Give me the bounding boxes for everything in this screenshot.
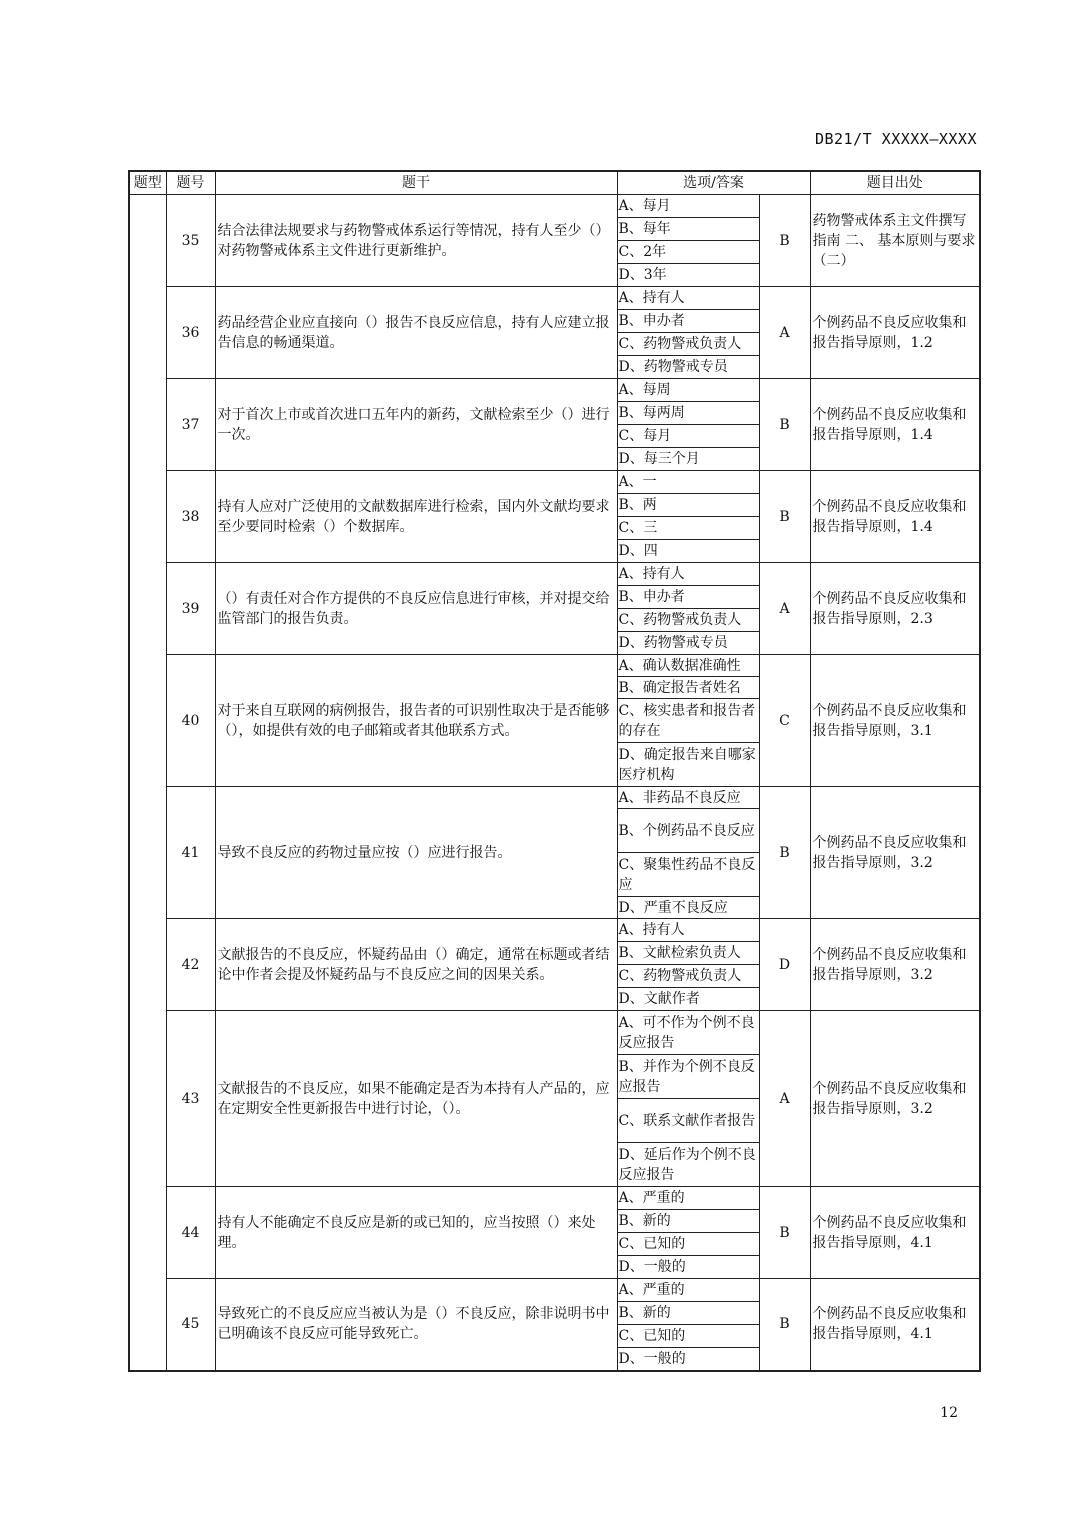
table-row [129,287,980,310]
correct-answer: D [759,919,810,1011]
question-source: 个例药品不良反应收集和报告指导原则，4.1 [810,1187,980,1279]
correct-answer: A [759,563,810,655]
answer-option: A、每周 [617,379,759,402]
table-row [129,1279,980,1302]
answer-option: C、三 [617,517,759,540]
answer-option: C、药物警戒负责人 [617,609,759,632]
question-number: 41 [166,787,215,919]
question-type-cell [129,195,166,1371]
question-number: 38 [166,471,215,563]
answer-option: A、一 [617,471,759,494]
correct-answer: C [759,655,810,787]
correct-answer: A [759,1011,810,1187]
answer-option: B、每年 [617,218,759,241]
question-stem: 对于首次上市或首次进口五年内的新药，文献检索至少（）进行一次。 [215,379,617,471]
answer-option: D、延后作为个例不良反应报告 [617,1143,759,1187]
question-number: 45 [166,1279,215,1371]
answer-option: D、一般的 [617,1256,759,1279]
answer-option: D、一般的 [617,1348,759,1371]
answer-option: B、两 [617,494,759,517]
table-row [129,471,980,494]
table-row [129,563,980,586]
question-stem: 持有人不能确定不良反应是新的或已知的，应当按照（）来处理。 [215,1187,617,1279]
answer-option: B、新的 [617,1210,759,1233]
question-number: 40 [166,655,215,787]
question-source: 个例药品不良反应收集和报告指导原则，1.2 [810,287,980,379]
question-stem: （）有责任对合作方提供的不良反应信息进行审核，并对提交给监管部门的报告负责。 [215,563,617,655]
question-number: 36 [166,287,215,379]
question-source: 个例药品不良反应收集和报告指导原则，2.3 [810,563,980,655]
question-source: 药物警戒体系主文件撰写指南 二、 基本原则与要求 （二） [810,195,980,287]
answer-option: D、严重不良反应 [617,897,759,919]
page-number: 12 [940,1405,958,1421]
correct-answer: A [759,287,810,379]
table-row [129,379,980,402]
table-row [129,655,980,677]
answer-option: B、并作为个例不良反应报告 [617,1055,759,1099]
question-number: 39 [166,563,215,655]
answer-option: A、持有人 [617,287,759,310]
question-stem: 文献报告的不良反应，如果不能确定是否为本持有人产品的，应在定期安全性更新报告中进行讨论，（）。 [215,1011,617,1187]
answer-option: C、每月 [617,425,759,448]
question-source: 个例药品不良反应收集和报告指导原则，3.2 [810,1011,980,1187]
question-number: 37 [166,379,215,471]
header-stem: 题干 [215,171,617,195]
table-row [129,787,980,809]
correct-answer: B [759,1279,810,1371]
correct-answer: B [759,1187,810,1279]
table-row [129,195,980,218]
answer-option: B、新的 [617,1302,759,1325]
question-stem: 药品经营企业应直接向（）报告不良反应信息，持有人应建立报告信息的畅通渠道。 [215,287,617,379]
question-source: 个例药品不良反应收集和报告指导原则，3.1 [810,655,980,787]
correct-answer: B [759,787,810,919]
answer-option: B、每两周 [617,402,759,425]
question-stem: 导致死亡的不良反应应当被认为是（）不良反应，除非说明书中已明确该不良反应可能导致死亡。 [215,1279,617,1371]
header-source: 题目出处 [810,171,980,195]
answer-option: C、聚集性药品不良反应 [617,853,759,897]
answer-option: C、药物警戒负责人 [617,965,759,988]
header-type: 题型 [129,171,166,195]
question-stem: 导致不良反应的药物过量应按（）应进行报告。 [215,787,617,919]
answer-option: A、可不作为个例不良反应报告 [617,1011,759,1055]
question-number: 44 [166,1187,215,1279]
question-stem: 持有人应对广泛使用的文献数据库进行检索，国内外文献均要求至少要同时检索（）个数据库。 [215,471,617,563]
question-source: 个例药品不良反应收集和报告指导原则，3.2 [810,919,980,1011]
correct-answer: B [759,471,810,563]
answer-option: A、严重的 [617,1187,759,1210]
answer-option: D、每三个月 [617,448,759,471]
answer-option: A、非药品不良反应 [617,787,759,809]
answer-option: C、核实患者和报告者的存在 [617,699,759,743]
question-stem: 文献报告的不良反应，怀疑药品由（）确定，通常在标题或者结论中作者会提及怀疑药品与不良反应之间的因果关系。 [215,919,617,1011]
question-number: 35 [166,195,215,287]
header-number: 题号 [166,171,215,195]
table-header-row [129,171,980,195]
question-number: 42 [166,919,215,1011]
answer-option: B、申办者 [617,310,759,333]
question-table [128,170,981,1372]
answer-option: A、持有人 [617,919,759,942]
question-stem: 对于来自互联网的病例报告，报告者的可识别性取决于是否能够（），如提供有效的电子邮箱或者其他联系方式。 [215,655,617,787]
answer-option: C、已知的 [617,1233,759,1256]
answer-option: C、药物警戒负责人 [617,333,759,356]
answer-option: A、每月 [617,195,759,218]
correct-answer: B [759,195,810,287]
question-source: 个例药品不良反应收集和报告指导原则，1.4 [810,379,980,471]
question-source: 个例药品不良反应收集和报告指导原则，4.1 [810,1279,980,1371]
question-number: 43 [166,1011,215,1187]
table-row [129,1187,980,1210]
answer-option: B、个例药品不良反应 [617,809,759,853]
answer-option: D、药物警戒专员 [617,632,759,655]
answer-option: A、持有人 [617,563,759,586]
answer-option: A、确认数据准确性 [617,655,759,677]
question-stem: 结合法律法规要求与药物警戒体系运行等情况，持有人至少（）对药物警戒体系主文件进行更新维护。 [215,195,617,287]
document-code: DB21/T XXXXX—XXXX [814,130,977,148]
answer-option: B、确定报告者姓名 [617,677,759,699]
answer-option: C、已知的 [617,1325,759,1348]
answer-option: D、确定报告来自哪家医疗机构 [617,743,759,787]
header-options-answer: 选项/答案 [617,171,810,195]
answer-option: D、3年 [617,264,759,287]
table-row [129,919,980,942]
answer-option: C、2年 [617,241,759,264]
question-source: 个例药品不良反应收集和报告指导原则，1.4 [810,471,980,563]
answer-option: A、严重的 [617,1279,759,1302]
question-source: 个例药品不良反应收集和报告指导原则，3.2 [810,787,980,919]
answer-option: B、文献检索负责人 [617,942,759,965]
answer-option: D、四 [617,540,759,563]
answer-option: D、文献作者 [617,988,759,1011]
answer-option: C、联系文献作者报告 [617,1099,759,1143]
table-row [129,1011,980,1055]
answer-option: B、申办者 [617,586,759,609]
correct-answer: B [759,379,810,471]
answer-option: D、药物警戒专员 [617,356,759,379]
